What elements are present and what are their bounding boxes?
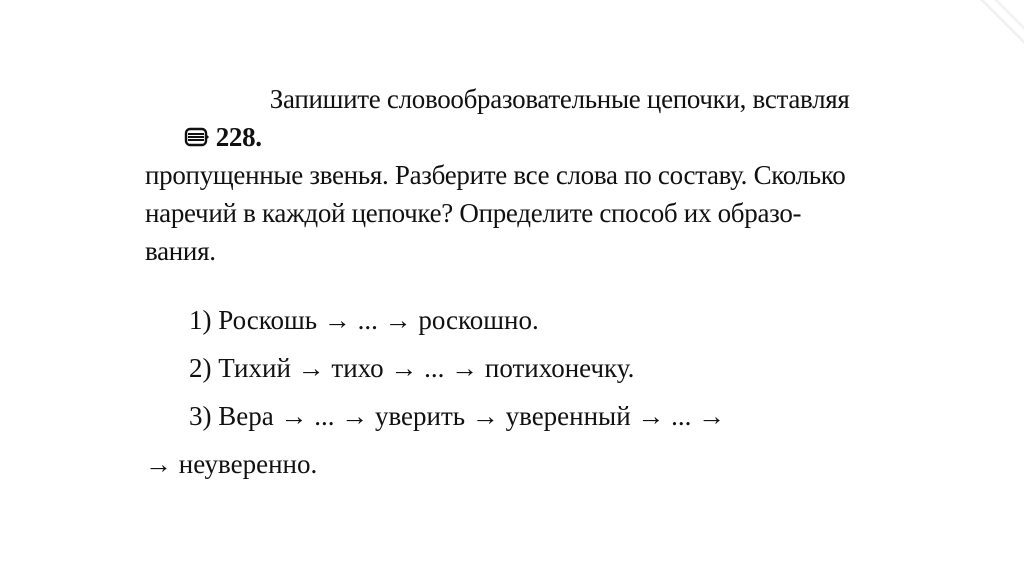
task-text-line: пропущенные звенья. Разберите все слова по составу. Сколько xyxy=(145,160,846,190)
task-line-1 xyxy=(145,80,850,156)
task-text-line: вания. xyxy=(145,236,216,266)
task-line-2 xyxy=(145,156,846,194)
word-chains xyxy=(145,296,795,488)
exercise-number: 228. xyxy=(215,122,262,152)
exercise-228 xyxy=(145,80,850,488)
task-line-3 xyxy=(145,194,802,232)
task-text-line: Запишите словообразовательные цепочки, вставляя xyxy=(269,84,850,114)
task-line-4 xyxy=(145,232,795,270)
pencil-write-icon xyxy=(184,126,210,148)
chain-item-3: 3) Вера → ... → уверить → уверенный → ... → xyxy=(189,401,726,431)
chain-item-2: 2) Тихий → тихо → ... → потихонечку. xyxy=(189,353,635,383)
chain-item-1: 1) Роскошь → ... → роскошно. xyxy=(189,305,539,335)
corner-decoration xyxy=(964,0,1024,90)
chain-item-3-continuation: → неуверенно. xyxy=(145,449,318,479)
task-text-line: наречий в каждой цепочке? Определите способ их образо- xyxy=(145,198,802,228)
